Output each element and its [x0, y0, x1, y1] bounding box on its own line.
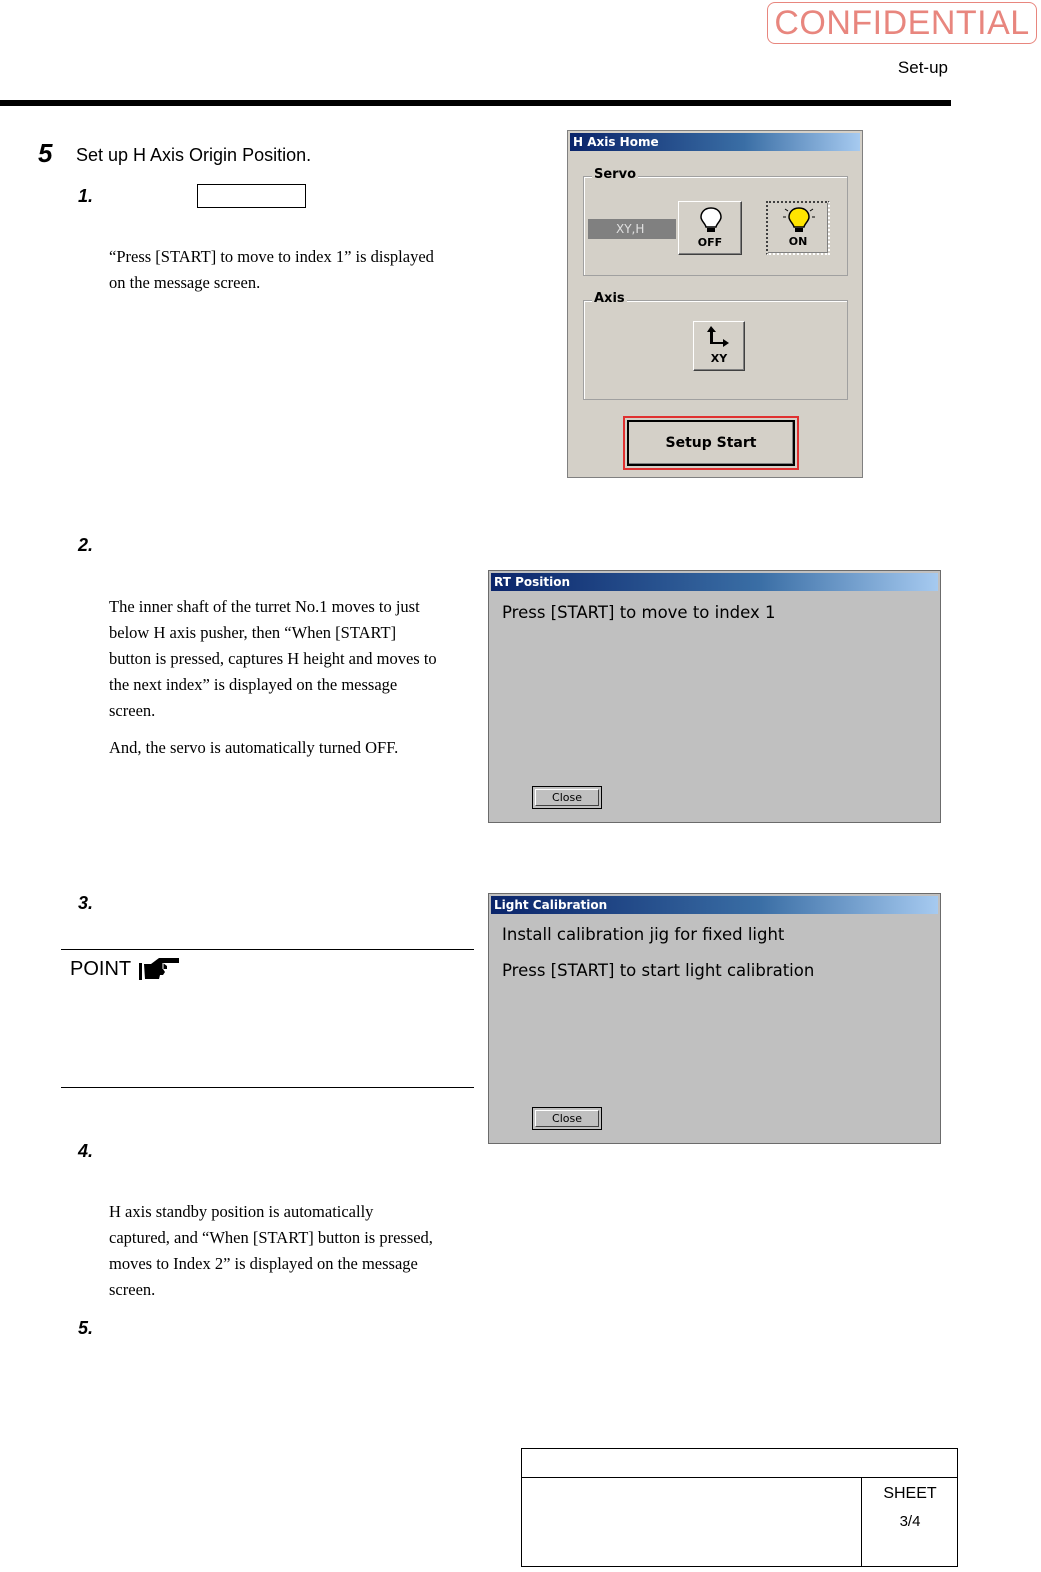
section-label: Set-up [897, 58, 948, 77]
footer-divider [522, 1477, 957, 1478]
servo-group [583, 167, 848, 276]
inline-button-placeholder [197, 184, 306, 208]
sheet-number: 3/4 [899, 1513, 921, 1530]
servo-group-label: Servo [594, 167, 636, 182]
text-line: And, the servo is automatically turned OFF. [109, 738, 399, 757]
close-button[interactable] [532, 1107, 602, 1130]
substep-2-text [109, 594, 437, 761]
substep-3-label: 3. [78, 893, 94, 913]
step-title: Set up H Axis Origin Position. [76, 145, 312, 165]
xy-axis-button[interactable] [693, 321, 745, 371]
rt-position-dialog [488, 570, 941, 823]
text-line: moves to Index 2” is displayed on the message [109, 1254, 418, 1273]
setup-start-highlight [623, 416, 799, 470]
rt-message: Press [START] to move to index 1 [502, 603, 776, 622]
text-line: below H axis pusher, then “When [START] [109, 623, 397, 642]
pointing-hand-icon [137, 954, 181, 982]
on-label: ON [788, 235, 808, 248]
bulb-off-icon [698, 206, 724, 234]
servo-on-button[interactable] [766, 201, 830, 255]
setup-start-button[interactable]: Setup Start [627, 420, 795, 466]
light-calibration-dialog [488, 893, 941, 1144]
close-label: Close [535, 789, 599, 806]
substep-4-label: 4. [78, 1141, 94, 1161]
point-text: POINT [70, 958, 132, 980]
text-line: button is pressed, captures H height and moves to [109, 649, 437, 668]
text-line: on the message screen. [109, 273, 261, 292]
xy-label: XY [710, 352, 728, 365]
light-message-1: Install calibration jig for fixed light [502, 925, 785, 944]
text-line: screen. [109, 701, 156, 720]
substep-2-label: 2. [78, 535, 94, 555]
axis-arrows-icon [705, 324, 733, 350]
substep-1-label: 1. [78, 186, 94, 206]
substep-1-text [109, 244, 434, 296]
servo-off-button[interactable] [678, 201, 742, 255]
axis-group-label: Axis [594, 291, 625, 306]
off-label: OFF [697, 236, 723, 249]
header-rule [0, 100, 951, 106]
dialog-title: H Axis Home [570, 133, 860, 151]
close-button[interactable] [532, 786, 602, 809]
text-line: The inner shaft of the turret No.1 moves to just [109, 597, 420, 616]
light-message-2: Press [START] to start light calibration [502, 961, 815, 980]
confidential-stamp: CONFIDENTIAL [767, 2, 1037, 44]
substep-5-label: 5. [78, 1318, 94, 1338]
step-number: 5 [38, 138, 53, 168]
substep-4-text [109, 1199, 433, 1303]
axis-group [583, 291, 848, 400]
text-line: the next index” is displayed on the message [109, 675, 398, 694]
text-line: H axis standby position is automatically [109, 1202, 374, 1221]
text-line: screen. [109, 1280, 156, 1299]
dialog-title: Light Calibration [491, 896, 938, 914]
point-label [70, 958, 131, 981]
servo-axis-field: XY,H [588, 219, 676, 239]
close-label: Close [535, 1110, 599, 1127]
h-axis-home-dialog [567, 130, 863, 478]
bulb-on-icon [781, 205, 817, 233]
dialog-title: RT Position [491, 573, 938, 591]
point-bottom-rule [61, 1087, 474, 1088]
text-line: “Press [START] to move to index 1” is displayed [109, 247, 434, 266]
footer-table [521, 1448, 958, 1567]
sheet-label: SHEET [883, 1485, 937, 1502]
point-top-rule [61, 949, 474, 950]
text-line: captured, and “When [START] button is pressed, [109, 1228, 433, 1247]
